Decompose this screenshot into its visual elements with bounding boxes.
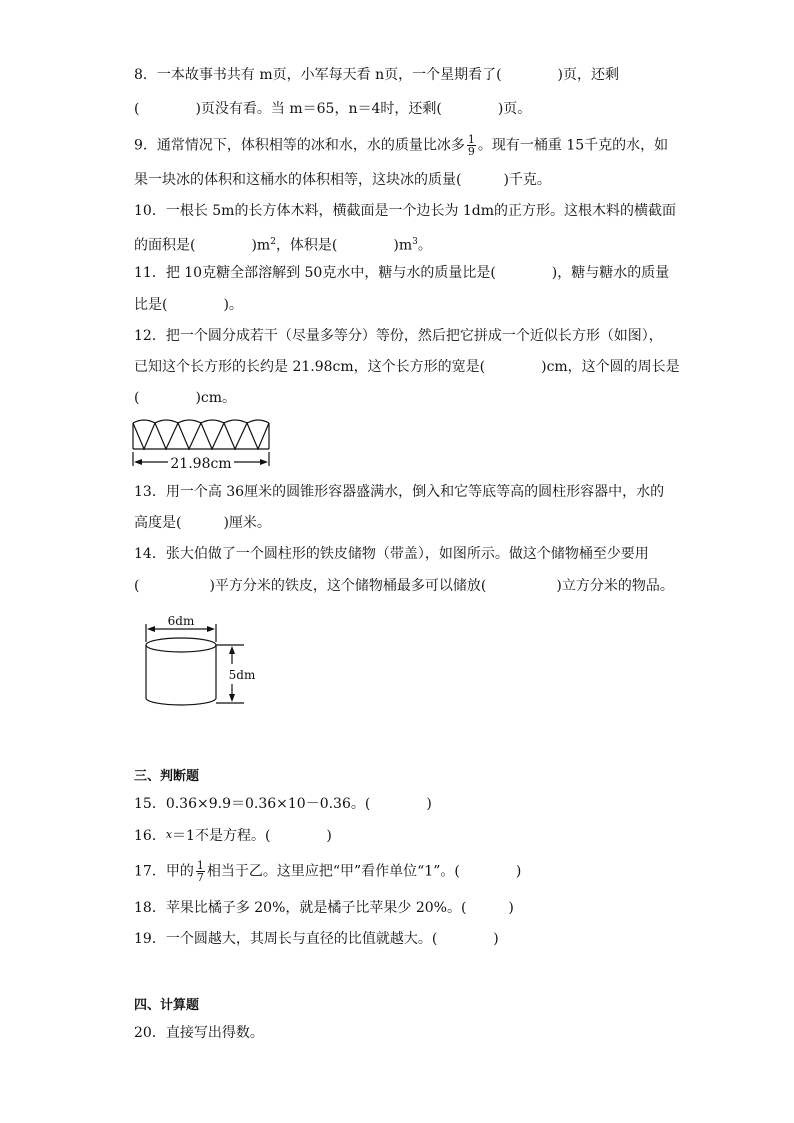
q10-line2: 的面积是( )$m^2$，体积是( )$m^3$。 xyxy=(134,237,432,254)
q10-line1: 10．一根长 5m的长方体木料，横截面是一个边长为 1dm的正方形。这根木料的横截面 xyxy=(134,203,677,219)
q17: 17．甲的 $\frac{1}{7}$ 相当于乙。这里应把“甲”看作单位“1”。( ) xyxy=(134,859,522,884)
q8-line1: 8．一本故事书共有 m页，小军每天看 n页，一个星期看了( )页，还剩 xyxy=(134,67,620,83)
q12-line2: 已知这个长方形的长约是 21.98cm，这个长方形的宽是( )cm，这个圆的周长是 xyxy=(134,359,680,375)
q14-diameter-label: 6dm xyxy=(167,614,195,628)
q9-text-a: 9．通常情况下，体积相等的冰和水，水的质量比冰多 xyxy=(134,137,465,154)
q9-line2: 果一块冰的体积和这桶水的体积相等，这块冰的质量( )千克。 xyxy=(134,172,551,188)
q12-line1: 12．把一个圆分成若干（尽量多等分）等份，然后把它拼成一个近似长方形（如图）， xyxy=(134,328,663,344)
q11-line2: 比是( )。 xyxy=(134,297,243,313)
q13-line1: 13．用一个高 36厘米的圆锥形容器盛满水，倒入和它等底等高的圆柱形容器中，水的 xyxy=(134,484,665,500)
q12-line3: ( )cm。 xyxy=(134,390,237,406)
q17-fraction: $\frac{1}{7}$ xyxy=(196,859,204,884)
q20: 20．直接写出得数。 xyxy=(134,1025,264,1041)
q9-fraction: $\frac{1}{9}$ xyxy=(467,133,475,158)
section3-title: 三、判断题 xyxy=(134,769,200,784)
q15: 15．0.36×9.9＝0.36×10－0.36。( ) xyxy=(134,796,432,812)
q9-line1 xyxy=(134,134,668,157)
q16: 16．x＝1不是方程。( ) xyxy=(134,828,332,844)
q14-height-label: 5dm xyxy=(228,668,256,682)
q12-length-label: 21.98cm xyxy=(170,456,232,472)
q19: 19．一个圆越大，其周长与直径的比值就越大。( ) xyxy=(134,931,499,947)
q12-rectangle-figure xyxy=(130,418,280,474)
q14-line2: ( )平方分米的铁皮，这个储物桶最多可以储放( )立方分米的物品。 xyxy=(134,578,674,594)
q16-variable: x xyxy=(165,828,173,841)
q13-line2: 高度是( )厘米。 xyxy=(134,515,271,531)
section4-title: 四、计算题 xyxy=(134,998,200,1013)
q11-line1: 11．把 10克糖全部溶解到 50克水中，糖与水的质量比是( )，糖与糖水的质量 xyxy=(134,265,670,281)
q9-text-b: 。现有一桶重 15千克的水，如 xyxy=(477,137,669,154)
q18: 18．苹果比橘子多 20%，就是橘子比苹果少 20%。( ) xyxy=(134,900,514,916)
q14-line1: 14．张大伯做了一个圆柱形的铁皮储物（带盖），如图所示。做这个储物桶至少要用 xyxy=(134,546,649,562)
q8-line2: ( )页没有看。当 m＝65，n＝4时，还剩( )页。 xyxy=(134,101,532,117)
q14-cylinder-figure xyxy=(140,612,270,710)
